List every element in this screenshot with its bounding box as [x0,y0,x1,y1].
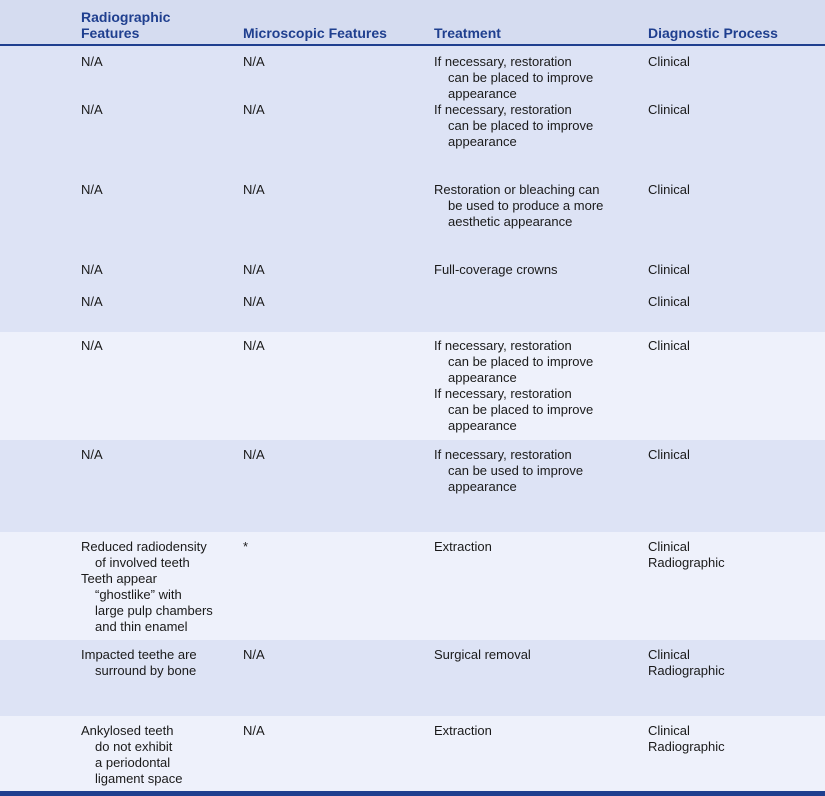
table-cell-treat: appearance [448,134,517,149]
table-header [0,0,825,46]
table-cell-radio: surround by bone [95,663,197,678]
row-group [0,46,825,332]
table-cell-diag: Radiographic [648,555,725,570]
table-cell-diag: Clinical [648,294,690,309]
table-cell-diag: Radiographic [648,663,725,678]
table-cell-radio: N/A [81,262,103,277]
header-treatment: Treatment [434,25,501,41]
table-cell-diag: Clinical [648,647,690,662]
table-cell-radio: “ghostlike” with [95,587,182,602]
table-cell-radio: N/A [81,102,103,117]
table-cell-diag: Clinical [648,447,690,462]
table-cell-micro: N/A [243,102,265,117]
table-cell-treat: be used to produce a more [448,198,604,213]
table-cell-treat: Extraction [434,539,492,554]
table-cell-radio: N/A [81,294,103,309]
table-cell-diag: Clinical [648,182,690,197]
table-cell-micro: N/A [243,447,265,462]
table-cell-diag: Clinical [648,102,690,117]
table-cell-radio: a periodontal [95,755,171,770]
table-cell-treat: appearance [448,418,517,433]
table-cell-treat: can be placed to improve [448,354,594,369]
table-cell-radio: N/A [81,447,103,462]
table-cell-micro: N/A [243,262,265,277]
table-cell-radio: N/A [81,182,103,197]
table-cell-treat: Restoration or bleaching can [434,182,600,197]
row-group [0,716,825,791]
table-cell-micro: N/A [243,647,265,662]
row-group [0,332,825,440]
table-cell-treat: aesthetic appearance [448,214,573,229]
table-cell-treat: can be placed to improve [448,402,594,417]
table-cell-radio: do not exhibit [95,739,173,754]
header-radiographic-line1: Radiographic [81,9,171,25]
bottom-rule [0,791,825,796]
table-cell-micro: N/A [243,723,265,738]
table-cell-treat: can be placed to improve [448,70,594,85]
table-cell-treat: Extraction [434,723,492,738]
table-cell-diag: Clinical [648,338,690,353]
table-cell-radio: of involved teeth [95,555,190,570]
table-cell-radio: ligament space [95,771,183,786]
table-cell-treat: If necessary, restoration [434,386,572,401]
table-cell-treat: If necessary, restoration [434,447,572,462]
row-group [0,440,825,532]
table-cell-treat: can be used to improve [448,463,584,478]
table-cell-radio: large pulp chambers [95,603,213,618]
table-cell-radio: N/A [81,54,103,69]
header-diagnostic: Diagnostic Process [648,25,778,41]
table-cell-radio: Impacted teethe are [81,647,197,662]
table-cell-diag: Radiographic [648,739,725,754]
table-cell-treat: If necessary, restoration [434,54,572,69]
table-cell-radio: Ankylosed teeth [81,723,174,738]
table-cell-diag: Clinical [648,54,690,69]
table-cell-micro: * [243,539,249,554]
header-microscopic: Microscopic Features [243,25,387,41]
header-radiographic-line2: Features [81,25,140,41]
table-cell-treat: If necessary, restoration [434,338,572,353]
table-cell-treat: can be placed to improve [448,118,594,133]
table-cell-micro: N/A [243,54,265,69]
table-cell-radio: Reduced radiodensity [81,539,207,554]
row-group [0,532,825,640]
table-cell-treat: If necessary, restoration [434,102,572,117]
table-cell-treat: Surgical removal [434,647,531,662]
table-cell-diag: Clinical [648,539,690,554]
table-cell-micro: N/A [243,338,265,353]
table-cell-radio: N/A [81,338,103,353]
table-cell-treat: Full-coverage crowns [434,262,558,277]
table-cell-treat: appearance [448,370,517,385]
table-cell-treat: appearance [448,86,517,101]
table-cell-micro: N/A [243,182,265,197]
table-cell-diag: Clinical [648,262,690,277]
table-cell-radio: and thin enamel [95,619,188,634]
table-cell-treat: appearance [448,479,517,494]
header-radiographic [81,9,170,41]
table-cell-radio: Teeth appear [81,571,157,586]
table-cell-micro: N/A [243,294,265,309]
row-group [0,640,825,716]
table-cell-diag: Clinical [648,723,690,738]
